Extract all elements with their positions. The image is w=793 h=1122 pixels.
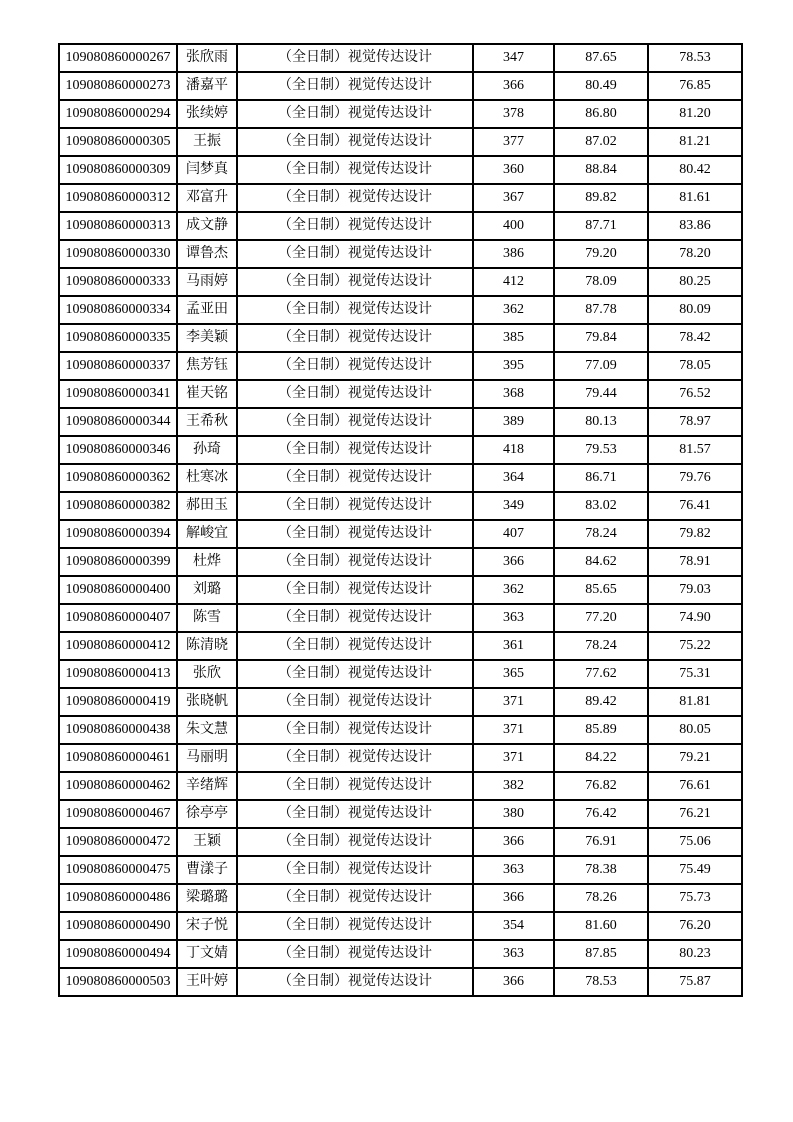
cell-score-2: 87.65 [554, 44, 648, 72]
cell-candidate-name: 郝田玉 [177, 492, 237, 520]
cell-program: （全日制）视觉传达设计 [237, 268, 473, 296]
cell-program: （全日制）视觉传达设计 [237, 632, 473, 660]
cell-candidate-name: 朱文慧 [177, 716, 237, 744]
cell-candidate-name: 李美颖 [177, 324, 237, 352]
cell-score-3: 81.61 [648, 184, 742, 212]
cell-score-2: 76.42 [554, 800, 648, 828]
cell-score-2: 79.44 [554, 380, 648, 408]
table-row [59, 128, 742, 156]
cell-score-3: 76.85 [648, 72, 742, 100]
table-row [59, 688, 742, 716]
cell-score-3: 83.86 [648, 212, 742, 240]
cell-score-1: 354 [473, 912, 554, 940]
cell-score-1: 366 [473, 72, 554, 100]
cell-score-2: 87.78 [554, 296, 648, 324]
cell-program: （全日制）视觉传达设计 [237, 856, 473, 884]
table-row [59, 100, 742, 128]
cell-score-2: 78.24 [554, 632, 648, 660]
cell-score-3: 78.53 [648, 44, 742, 72]
cell-program: （全日制）视觉传达设计 [237, 660, 473, 688]
cell-program: （全日制）视觉传达设计 [237, 156, 473, 184]
cell-candidate-id: 109080860000335 [59, 324, 177, 352]
cell-score-1: 378 [473, 100, 554, 128]
cell-program: （全日制）视觉传达设计 [237, 744, 473, 772]
table-row [59, 184, 742, 212]
table-row [59, 72, 742, 100]
cell-candidate-name: 谭鲁杰 [177, 240, 237, 268]
table-row [59, 968, 742, 996]
cell-candidate-id: 109080860000294 [59, 100, 177, 128]
table-row [59, 436, 742, 464]
cell-candidate-id: 109080860000362 [59, 464, 177, 492]
cell-candidate-id: 109080860000305 [59, 128, 177, 156]
cell-score-1: 363 [473, 604, 554, 632]
cell-program: （全日制）视觉传达设计 [237, 548, 473, 576]
cell-score-1: 407 [473, 520, 554, 548]
cell-score-2: 85.89 [554, 716, 648, 744]
cell-candidate-id: 109080860000394 [59, 520, 177, 548]
cell-candidate-id: 109080860000312 [59, 184, 177, 212]
cell-score-2: 78.53 [554, 968, 648, 996]
cell-score-2: 86.80 [554, 100, 648, 128]
cell-candidate-name: 杜寒冰 [177, 464, 237, 492]
cell-candidate-id: 109080860000503 [59, 968, 177, 996]
cell-candidate-id: 109080860000309 [59, 156, 177, 184]
cell-candidate-name: 闫梦真 [177, 156, 237, 184]
cell-score-1: 377 [473, 128, 554, 156]
cell-candidate-name: 崔天铭 [177, 380, 237, 408]
cell-score-3: 76.21 [648, 800, 742, 828]
cell-candidate-name: 孟亚田 [177, 296, 237, 324]
cell-score-2: 84.22 [554, 744, 648, 772]
cell-candidate-name: 张欣 [177, 660, 237, 688]
cell-score-1: 362 [473, 296, 554, 324]
cell-candidate-id: 109080860000344 [59, 408, 177, 436]
cell-program: （全日制）视觉传达设计 [237, 688, 473, 716]
cell-score-1: 349 [473, 492, 554, 520]
results-table [58, 43, 743, 997]
cell-score-1: 367 [473, 184, 554, 212]
cell-program: （全日制）视觉传达设计 [237, 100, 473, 128]
cell-score-2: 86.71 [554, 464, 648, 492]
cell-score-2: 77.20 [554, 604, 648, 632]
cell-score-1: 363 [473, 940, 554, 968]
table-row [59, 856, 742, 884]
cell-program: （全日制）视觉传达设计 [237, 464, 473, 492]
cell-candidate-id: 109080860000346 [59, 436, 177, 464]
cell-score-3: 80.23 [648, 940, 742, 968]
cell-candidate-name: 刘璐 [177, 576, 237, 604]
cell-score-2: 87.02 [554, 128, 648, 156]
cell-score-3: 81.81 [648, 688, 742, 716]
cell-score-1: 389 [473, 408, 554, 436]
table-row [59, 268, 742, 296]
cell-score-1: 366 [473, 884, 554, 912]
cell-candidate-id: 109080860000399 [59, 548, 177, 576]
cell-score-2: 78.24 [554, 520, 648, 548]
cell-candidate-name: 张晓帆 [177, 688, 237, 716]
cell-candidate-name: 徐亭亭 [177, 800, 237, 828]
cell-score-2: 84.62 [554, 548, 648, 576]
table-row [59, 604, 742, 632]
cell-candidate-id: 109080860000337 [59, 352, 177, 380]
cell-score-2: 80.13 [554, 408, 648, 436]
cell-score-3: 75.73 [648, 884, 742, 912]
cell-candidate-id: 109080860000490 [59, 912, 177, 940]
cell-program: （全日制）视觉传达设计 [237, 604, 473, 632]
cell-score-1: 365 [473, 660, 554, 688]
cell-score-3: 76.20 [648, 912, 742, 940]
cell-score-1: 385 [473, 324, 554, 352]
cell-candidate-name: 王振 [177, 128, 237, 156]
cell-candidate-id: 109080860000341 [59, 380, 177, 408]
cell-program: （全日制）视觉传达设计 [237, 800, 473, 828]
table-row [59, 744, 742, 772]
cell-score-3: 79.03 [648, 576, 742, 604]
cell-score-3: 79.76 [648, 464, 742, 492]
cell-score-3: 81.20 [648, 100, 742, 128]
cell-score-2: 88.84 [554, 156, 648, 184]
table-row [59, 324, 742, 352]
cell-score-2: 78.38 [554, 856, 648, 884]
cell-score-1: 371 [473, 688, 554, 716]
cell-score-1: 382 [473, 772, 554, 800]
cell-score-3: 78.91 [648, 548, 742, 576]
cell-candidate-name: 辛绪辉 [177, 772, 237, 800]
cell-score-1: 360 [473, 156, 554, 184]
cell-program: （全日制）视觉传达设计 [237, 324, 473, 352]
cell-score-3: 80.05 [648, 716, 742, 744]
cell-score-2: 78.26 [554, 884, 648, 912]
cell-score-2: 87.85 [554, 940, 648, 968]
cell-score-3: 76.61 [648, 772, 742, 800]
table-row [59, 828, 742, 856]
table-row [59, 548, 742, 576]
cell-candidate-name: 杜烨 [177, 548, 237, 576]
table-row [59, 716, 742, 744]
cell-score-2: 89.42 [554, 688, 648, 716]
cell-score-3: 80.09 [648, 296, 742, 324]
cell-candidate-name: 陈雪 [177, 604, 237, 632]
table-row [59, 464, 742, 492]
cell-score-3: 76.52 [648, 380, 742, 408]
cell-score-3: 75.06 [648, 828, 742, 856]
cell-candidate-id: 109080860000407 [59, 604, 177, 632]
cell-score-1: 347 [473, 44, 554, 72]
cell-candidate-name: 丁文婧 [177, 940, 237, 968]
table-row [59, 520, 742, 548]
cell-program: （全日制）视觉传达设计 [237, 940, 473, 968]
cell-candidate-name: 马丽明 [177, 744, 237, 772]
cell-candidate-id: 109080860000412 [59, 632, 177, 660]
cell-program: （全日制）视觉传达设计 [237, 352, 473, 380]
cell-candidate-id: 109080860000313 [59, 212, 177, 240]
cell-candidate-name: 成文静 [177, 212, 237, 240]
cell-program: （全日制）视觉传达设计 [237, 212, 473, 240]
cell-score-3: 78.20 [648, 240, 742, 268]
cell-score-1: 371 [473, 716, 554, 744]
cell-candidate-name: 陈清晓 [177, 632, 237, 660]
table-row [59, 660, 742, 688]
table-row [59, 352, 742, 380]
cell-score-3: 80.42 [648, 156, 742, 184]
cell-program: （全日制）视觉传达设计 [237, 912, 473, 940]
cell-program: （全日制）视觉传达设计 [237, 772, 473, 800]
cell-score-1: 418 [473, 436, 554, 464]
cell-score-3: 76.41 [648, 492, 742, 520]
cell-candidate-name: 邓富升 [177, 184, 237, 212]
cell-score-3: 79.82 [648, 520, 742, 548]
cell-score-1: 368 [473, 380, 554, 408]
cell-score-1: 362 [473, 576, 554, 604]
cell-program: （全日制）视觉传达设计 [237, 520, 473, 548]
cell-candidate-id: 109080860000334 [59, 296, 177, 324]
cell-candidate-id: 109080860000413 [59, 660, 177, 688]
cell-candidate-name: 王希秋 [177, 408, 237, 436]
table-row [59, 492, 742, 520]
cell-candidate-id: 109080860000467 [59, 800, 177, 828]
cell-score-3: 74.90 [648, 604, 742, 632]
cell-score-3: 78.05 [648, 352, 742, 380]
cell-candidate-name: 潘嘉平 [177, 72, 237, 100]
cell-candidate-name: 孙琦 [177, 436, 237, 464]
cell-candidate-name: 王叶婷 [177, 968, 237, 996]
table-row [59, 940, 742, 968]
cell-score-3: 81.21 [648, 128, 742, 156]
cell-score-2: 81.60 [554, 912, 648, 940]
table-row [59, 296, 742, 324]
cell-program: （全日制）视觉传达设计 [237, 380, 473, 408]
table-row [59, 380, 742, 408]
cell-score-1: 366 [473, 968, 554, 996]
cell-candidate-name: 宋子悦 [177, 912, 237, 940]
cell-program: （全日制）视觉传达设计 [237, 184, 473, 212]
cell-score-2: 79.84 [554, 324, 648, 352]
cell-score-2: 89.82 [554, 184, 648, 212]
table-row [59, 240, 742, 268]
cell-score-3: 79.21 [648, 744, 742, 772]
cell-candidate-id: 109080860000382 [59, 492, 177, 520]
cell-score-2: 85.65 [554, 576, 648, 604]
cell-score-1: 386 [473, 240, 554, 268]
table-row [59, 156, 742, 184]
cell-score-2: 79.53 [554, 436, 648, 464]
cell-candidate-id: 109080860000267 [59, 44, 177, 72]
table-row [59, 408, 742, 436]
cell-candidate-id: 109080860000400 [59, 576, 177, 604]
cell-program: （全日制）视觉传达设计 [237, 44, 473, 72]
cell-program: （全日制）视觉传达设计 [237, 436, 473, 464]
cell-score-2: 80.49 [554, 72, 648, 100]
cell-score-1: 364 [473, 464, 554, 492]
cell-score-2: 76.91 [554, 828, 648, 856]
cell-score-2: 87.71 [554, 212, 648, 240]
cell-program: （全日制）视觉传达设计 [237, 716, 473, 744]
cell-candidate-id: 109080860000273 [59, 72, 177, 100]
cell-program: （全日制）视觉传达设计 [237, 240, 473, 268]
cell-score-2: 77.09 [554, 352, 648, 380]
cell-candidate-name: 梁璐璐 [177, 884, 237, 912]
cell-score-2: 78.09 [554, 268, 648, 296]
table-row [59, 912, 742, 940]
cell-candidate-name: 张欣雨 [177, 44, 237, 72]
table-row [59, 772, 742, 800]
cell-candidate-name: 曹漾子 [177, 856, 237, 884]
cell-score-3: 78.97 [648, 408, 742, 436]
cell-score-1: 363 [473, 856, 554, 884]
results-table-body [59, 44, 742, 996]
cell-score-1: 395 [473, 352, 554, 380]
cell-score-1: 400 [473, 212, 554, 240]
cell-score-3: 75.49 [648, 856, 742, 884]
cell-program: （全日制）视觉传达设计 [237, 492, 473, 520]
table-row [59, 44, 742, 72]
cell-program: （全日制）视觉传达设计 [237, 576, 473, 604]
cell-candidate-id: 109080860000494 [59, 940, 177, 968]
table-row [59, 576, 742, 604]
table-row [59, 800, 742, 828]
cell-program: （全日制）视觉传达设计 [237, 408, 473, 436]
cell-candidate-id: 109080860000462 [59, 772, 177, 800]
cell-score-1: 412 [473, 268, 554, 296]
cell-score-1: 380 [473, 800, 554, 828]
cell-candidate-name: 张续婷 [177, 100, 237, 128]
cell-candidate-id: 109080860000475 [59, 856, 177, 884]
cell-score-3: 75.31 [648, 660, 742, 688]
cell-score-1: 366 [473, 828, 554, 856]
cell-candidate-name: 解峻宜 [177, 520, 237, 548]
cell-score-3: 81.57 [648, 436, 742, 464]
cell-candidate-id: 109080860000419 [59, 688, 177, 716]
cell-score-1: 361 [473, 632, 554, 660]
cell-candidate-id: 109080860000333 [59, 268, 177, 296]
cell-candidate-name: 王颖 [177, 828, 237, 856]
cell-candidate-id: 109080860000472 [59, 828, 177, 856]
cell-score-2: 83.02 [554, 492, 648, 520]
cell-program: （全日制）视觉传达设计 [237, 72, 473, 100]
cell-program: （全日制）视觉传达设计 [237, 828, 473, 856]
cell-candidate-id: 109080860000461 [59, 744, 177, 772]
cell-score-2: 76.82 [554, 772, 648, 800]
cell-program: （全日制）视觉传达设计 [237, 296, 473, 324]
cell-candidate-id: 109080860000438 [59, 716, 177, 744]
cell-score-2: 77.62 [554, 660, 648, 688]
cell-program: （全日制）视觉传达设计 [237, 968, 473, 996]
cell-score-1: 371 [473, 744, 554, 772]
table-row [59, 212, 742, 240]
cell-program: （全日制）视觉传达设计 [237, 884, 473, 912]
cell-score-3: 80.25 [648, 268, 742, 296]
cell-candidate-name: 马雨婷 [177, 268, 237, 296]
cell-score-3: 75.22 [648, 632, 742, 660]
cell-candidate-id: 109080860000486 [59, 884, 177, 912]
cell-score-3: 75.87 [648, 968, 742, 996]
cell-candidate-name: 焦芳钰 [177, 352, 237, 380]
cell-score-1: 366 [473, 548, 554, 576]
cell-program: （全日制）视觉传达设计 [237, 128, 473, 156]
cell-candidate-id: 109080860000330 [59, 240, 177, 268]
table-row [59, 632, 742, 660]
table-row [59, 884, 742, 912]
cell-score-2: 79.20 [554, 240, 648, 268]
cell-score-3: 78.42 [648, 324, 742, 352]
